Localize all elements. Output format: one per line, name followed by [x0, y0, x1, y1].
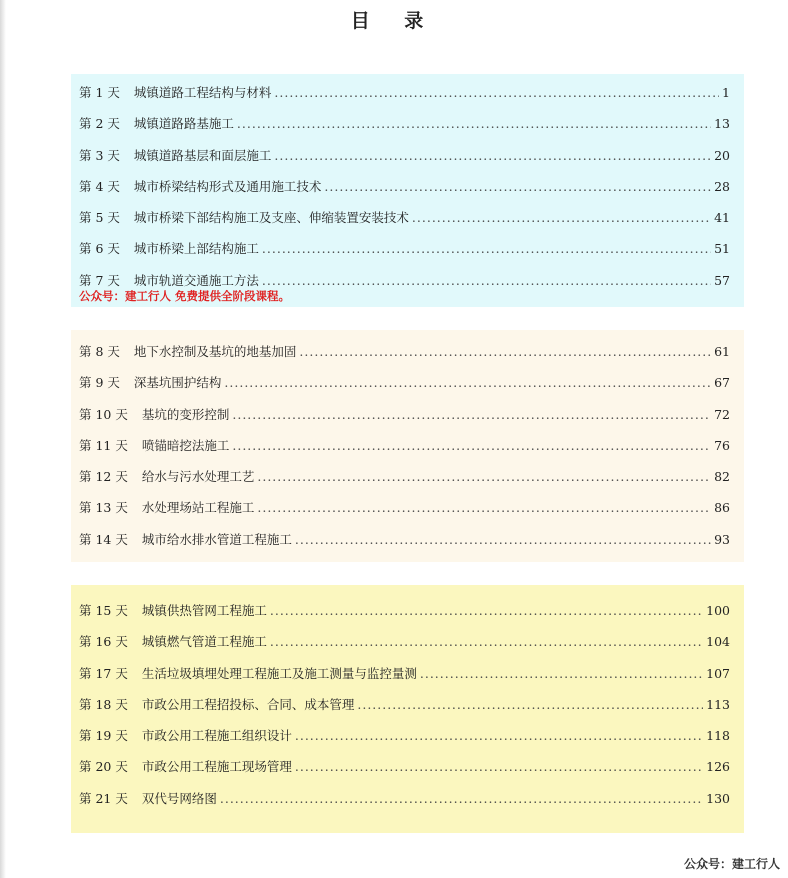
dot-leader — [295, 759, 703, 774]
toc-day: 第 11 天 — [79, 437, 128, 453]
toc-page-number: 57 — [714, 272, 730, 288]
toc-topic: 市政公用工程施工现场管理 — [141, 759, 292, 775]
toc-topic: 深基坑围护结构 — [133, 375, 222, 391]
toc-section-1 — [71, 74, 744, 307]
toc-day: 第 20 天 — [79, 759, 128, 775]
toc-topic: 城镇供热管网工程施工 — [141, 603, 267, 618]
toc-page-number: 113 — [706, 696, 730, 712]
toc-day: 第 12 天 — [79, 469, 128, 485]
toc-day: 第 17 天 — [79, 665, 128, 681]
toc-page-number: 76 — [714, 437, 730, 453]
toc-entry[interactable] — [79, 405, 730, 436]
dot-leader — [274, 85, 719, 100]
toc-day: 第 2 天 — [79, 116, 120, 132]
toc-topic: 喷锚暗挖法施工 — [141, 437, 230, 453]
toc-topic: 生活垃圾填埋处理工程施工及施工测量与监控量测 — [141, 665, 417, 681]
toc-page-number: 28 — [714, 178, 730, 194]
toc-page-number: 100 — [706, 603, 730, 618]
toc-section-3 — [71, 585, 744, 833]
toc-day: 第 5 天 — [79, 210, 120, 226]
toc-page-number: 118 — [706, 728, 730, 744]
toc-topic: 城镇道路基层和面层施工 — [133, 147, 272, 163]
toc-topic: 市政公用工程施工组织设计 — [141, 728, 292, 744]
toc-day: 第 18 天 — [79, 696, 128, 712]
toc-entry[interactable] — [79, 601, 730, 632]
toc-page-number: 67 — [714, 375, 730, 391]
toc-topic: 双代号网络图 — [141, 790, 217, 806]
toc-entry[interactable] — [79, 208, 730, 239]
toc-day: 第 15 天 — [79, 603, 128, 618]
toc-entry[interactable] — [79, 239, 730, 270]
toc-topic: 城镇燃气管道工程施工 — [141, 634, 267, 650]
toc-page-number: 86 — [714, 500, 730, 516]
toc-entry[interactable] — [79, 664, 730, 695]
toc-entry[interactable] — [79, 114, 730, 145]
toc-page-number: 82 — [714, 469, 730, 485]
toc-day: 第 3 天 — [79, 147, 120, 163]
toc-page-number: 126 — [706, 759, 730, 775]
dot-leader — [324, 179, 711, 194]
toc-day: 第 4 天 — [79, 178, 120, 194]
dot-leader — [262, 273, 711, 288]
toc-entry[interactable] — [79, 177, 730, 208]
dot-leader — [232, 438, 711, 453]
dot-leader — [295, 728, 703, 743]
dot-leader — [420, 666, 703, 681]
toc-topic: 城市桥梁结构形式及通用施工技术 — [133, 178, 322, 194]
toc-entry[interactable] — [79, 467, 730, 498]
toc-topic: 市政公用工程招投标、合同、成本管理 — [141, 696, 355, 712]
dot-leader — [412, 210, 711, 225]
toc-day: 第 6 天 — [79, 241, 120, 257]
page-edge-shadow — [0, 0, 6, 878]
dot-leader — [274, 148, 711, 163]
dot-leader — [295, 532, 711, 547]
toc-day: 第 19 天 — [79, 728, 128, 744]
toc-page-number: 1 — [722, 85, 730, 100]
toc-topic: 城市给水排水管道工程施工 — [141, 531, 292, 547]
toc-page-number: 51 — [714, 241, 730, 257]
promo-note: 公众号：建工行人 免费提供全阶段课程。 — [79, 289, 291, 303]
dot-leader — [262, 241, 711, 256]
toc-topic: 水处理场站工程施工 — [141, 500, 255, 516]
toc-page-number: 72 — [714, 406, 730, 422]
dot-leader — [270, 603, 703, 618]
toc-entry[interactable] — [79, 632, 730, 663]
toc-day: 第 13 天 — [79, 500, 128, 516]
toc-list — [79, 585, 730, 820]
toc-day: 第 21 天 — [79, 790, 128, 806]
toc-page-number: 130 — [706, 790, 730, 806]
toc-topic: 城市桥梁下部结构施工及支座、伸缩装置安装技术 — [133, 210, 409, 226]
toc-entry[interactable] — [79, 530, 730, 561]
toc-page-number: 107 — [706, 665, 730, 681]
toc-entry[interactable] — [79, 436, 730, 467]
toc-day: 第 10 天 — [79, 406, 128, 422]
toc-topic: 地下水控制及基坑的地基加固 — [133, 344, 297, 359]
toc-page-number: 13 — [714, 116, 730, 132]
toc-day: 第 9 天 — [79, 375, 120, 391]
dot-leader — [224, 375, 711, 390]
toc-entry[interactable] — [79, 342, 730, 373]
dot-leader — [270, 634, 703, 649]
toc-day: 第 8 天 — [79, 344, 120, 359]
toc-day: 第 14 天 — [79, 531, 128, 547]
toc-entry[interactable] — [79, 789, 730, 820]
toc-entry[interactable] — [79, 757, 730, 788]
footer-watermark: 公众号：建工行人 — [683, 857, 780, 871]
toc-entry[interactable] — [79, 373, 730, 404]
toc-page-number: 93 — [714, 531, 730, 547]
toc-day: 第 16 天 — [79, 634, 128, 650]
toc-day: 第 1 天 — [79, 85, 120, 100]
toc-topic: 给水与污水处理工艺 — [141, 469, 255, 485]
toc-day: 第 7 天 — [79, 272, 120, 288]
toc-list — [79, 74, 730, 302]
dot-leader — [257, 500, 711, 515]
dot-leader — [220, 791, 703, 806]
toc-page-number: 104 — [706, 634, 730, 650]
toc-entry[interactable] — [79, 146, 730, 177]
toc-entry[interactable] — [79, 498, 730, 529]
toc-topic: 城镇道路路基施工 — [133, 116, 234, 132]
dot-leader — [299, 344, 711, 359]
toc-topic: 城市轨道交通施工方法 — [133, 272, 259, 288]
dot-leader — [257, 469, 711, 484]
toc-topic: 城市桥梁上部结构施工 — [133, 241, 259, 257]
dot-leader — [232, 407, 711, 422]
toc-topic: 城镇道路工程结构与材料 — [133, 85, 272, 100]
toc-page-number: 41 — [714, 210, 730, 226]
page-title: 目 录 — [350, 10, 438, 32]
toc-entry[interactable] — [79, 695, 730, 726]
toc-topic: 基坑的变形控制 — [141, 406, 230, 422]
toc-entry[interactable] — [79, 83, 730, 114]
dot-leader — [357, 697, 703, 712]
toc-page-number: 20 — [714, 147, 730, 163]
toc-list — [79, 330, 730, 561]
dot-leader — [237, 116, 711, 131]
toc-section-2 — [71, 330, 744, 562]
toc-entry[interactable] — [79, 726, 730, 757]
toc-page-number: 61 — [714, 344, 730, 359]
